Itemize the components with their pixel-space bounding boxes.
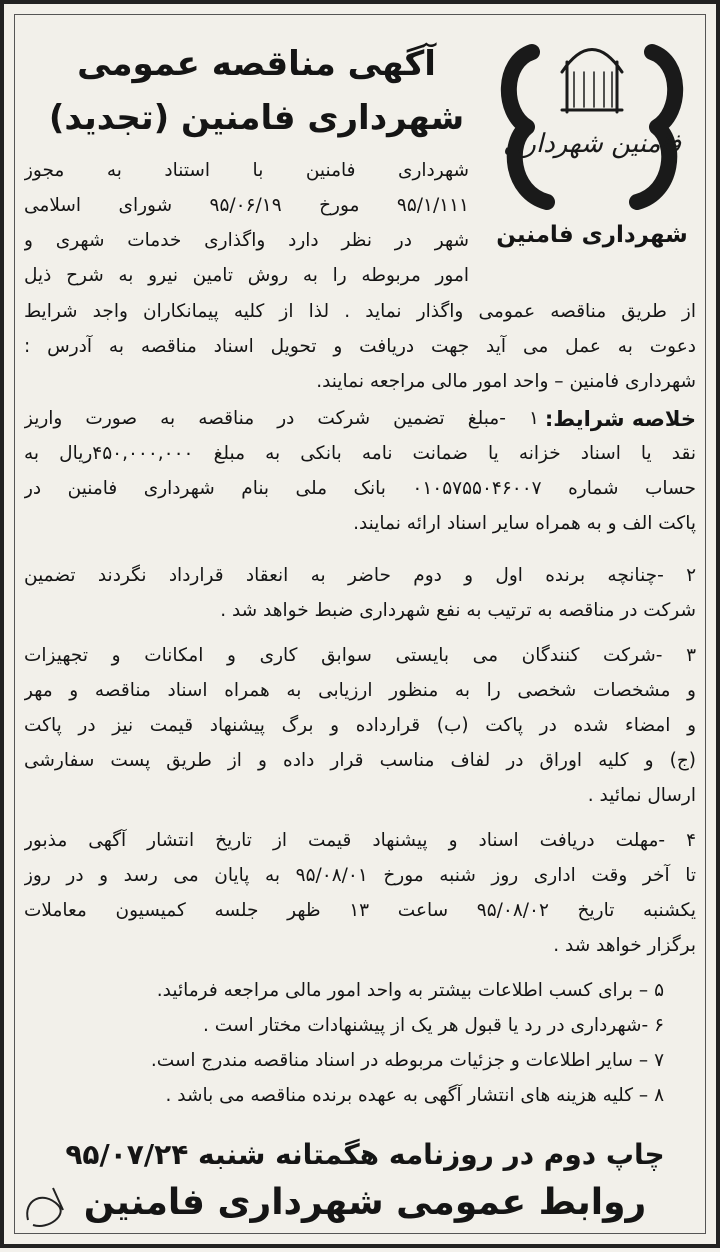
item1-line: حساب شماره ۰۱۰۵۷۵۵۰۴۶۰۰۷ بانک ملی بنام شهرداری فامنین در <box>24 478 696 499</box>
intro-line: ۹۵/۱/۱۱۱ مورخ ۹۵/۰۶/۱۹ شورای اسلامی <box>24 195 469 216</box>
intro-line: از طریق مناقصه عمومی واگذار نماید . لذا از کلیه پیمانکاران واجد شرایط <box>24 301 696 322</box>
ad-title-line1: آگهی مناقصه عمومی <box>77 44 436 84</box>
handwritten-mark-icon <box>18 1180 78 1236</box>
item4-line: یکشنبه تاریخ ۹۵/۰۸/۰۲ ساعت ۱۳ ظهر جلسه کمیسیون معاملات <box>24 900 696 921</box>
item4-line: ۴ -مهلت دریافت اسناد و پیشنهاد قیمت از تاریخ انتشار آگهی مذبور <box>24 830 696 851</box>
item2-line: شرکت در مناقصه به ترتیب به نفع شهرداری ضبط خواهد شد . <box>220 600 696 621</box>
item3-line: و مشخصات شخصی را به منظور ارزیابی به همراه اسناد مناقصه و مهر <box>24 680 696 701</box>
item3-line: و امضاء شده در پاکت (ب) قرارداده و برگ پیشنهاد قیمت نیز در پاکت <box>24 715 696 736</box>
item3-line: (ج) و کلیه اوراق در لفاف مناسب قرار داده و از طریق پست سفارشی <box>24 750 696 771</box>
ad-title-line2: شهرداری فامنین (تجدید) <box>48 98 465 138</box>
print-notice: چاپ دوم در روزنامه هگمتانه شنبه ۹۵/۰۷/۲۴ <box>65 1138 665 1171</box>
item8-line: ۸ – کلیه هزینه های انتشار آگهی به عهده برنده مناقصه می باشد . <box>165 1085 664 1106</box>
item1-line: پاکت الف و به همراه سایر اسناد ارائه نمایند. <box>353 513 696 534</box>
intro-line: شهرداری فامنین – واحد امور مالی مراجعه نمایند. <box>316 371 696 392</box>
intro-line: امور مربوطه را به روش تامین نیرو به شرح ذیل <box>24 265 469 286</box>
conditions-heading: خلاصه شرایط: <box>544 407 696 431</box>
item5-line: ۵ – برای کسب اطلاعات بیشتر به واحد امور مالی مراجعه فرمائید. <box>156 980 664 1001</box>
intro-line: شهر در نظر دارد واگذاری خدمات شهری و <box>24 230 469 251</box>
item6-line: ۶ -شهرداری در رد یا قبول هر یک از پیشنهادات مختار است . <box>203 1015 664 1036</box>
item1-line: ۱ -مبلغ تضمین شرکت در مناقصه به صورت واریز <box>24 408 539 429</box>
item2-line: ۲ -چنانچه برنده اول و دوم حاضر به انعقاد قرارداد نگردند تضمین <box>24 565 696 586</box>
emblem-lettering: فامنین شهرداری <box>503 129 681 159</box>
item3-line: ۳ -شرکت کنندگان می بایستی سوابق کاری و امکانات و تجهیزات <box>24 645 696 666</box>
ad-body <box>4 4 720 1252</box>
item1-line: نقد یا اسناد خزانه یا ضمانت نامه بانکی به مبلغ ۴۵۰,۰۰۰,۰۰۰ریال به <box>24 443 696 464</box>
intro-line: شهرداری فامنین با استناد به مجوز <box>24 160 469 181</box>
logo-caption: شهرداری فامنین <box>496 222 688 248</box>
publisher-signature: روابط عمومی شهرداری فامنین <box>83 1182 647 1223</box>
item4-line: تا آخر وقت اداری روز شنبه مورخ ۹۵/۰۸/۰۱ به پایان می رسد و در روز <box>24 865 696 886</box>
item4-line: برگزار خواهد شد . <box>553 935 696 956</box>
item7-line: ۷ – سایر اطلاعات و جزئیات مربوطه در اسناد مناقصه مندرج است. <box>150 1050 664 1071</box>
intro-line: دعوت به عمل می آید جهت دریافت و تحویل اسناد مناقصه به آدرس : <box>24 336 696 357</box>
item3-line: ارسال نمائید . <box>587 785 696 806</box>
conditions-first-line <box>24 402 696 436</box>
